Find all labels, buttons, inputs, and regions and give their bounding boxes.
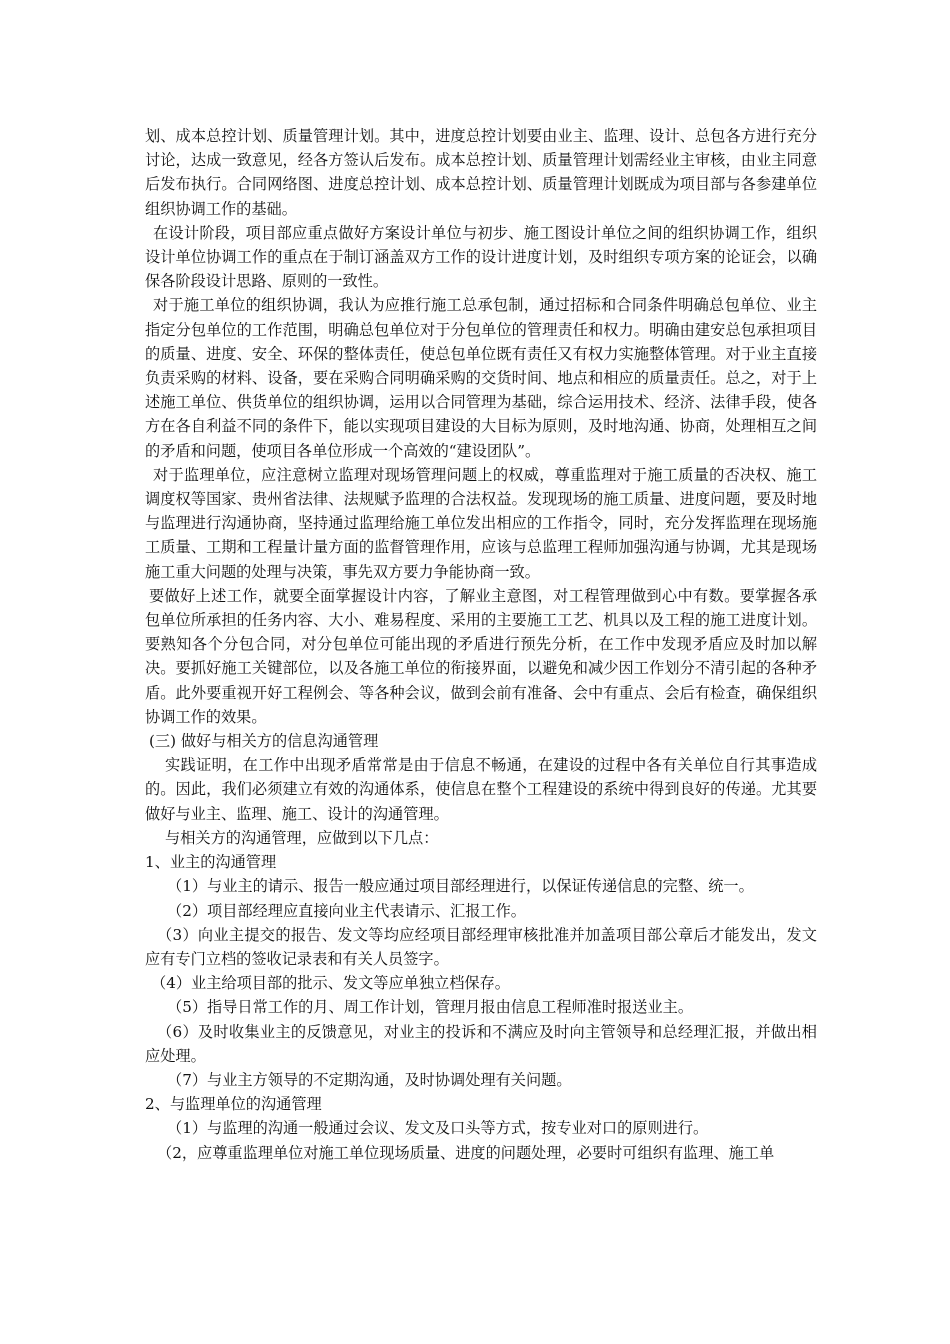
- paragraph-points-intro: 与相关方的沟通管理，应做到以下几点：: [165, 828, 439, 847]
- subheading-owner-communication: 1、业主的沟通管理: [145, 853, 277, 872]
- paragraph-planning: 划、成本总控计划、质量管理计划。其中，进度总控计划要由业主、监理、设计、总包各方进行充分讨论，达成一致意见，经各方签认后发布。成本总控计划、质量管理计划需经业主审核，由业主同意后发布执行。合同网络图、进度总控计划、成本总控计划、质量管理计划既成为项目部与各参建单位组织协调工作的基础。: [145, 127, 817, 218]
- paragraph-construction-units: 对于施工单位的组织协调，我认为应推行施工总承包制，通过招标和合同条件明确总包单位、业主指定分包单位的工作范围，明确总包单位对于分包单位的管理责任和权力。明确由建安总包承担项目的质量、进度、安全、环保的整体责任，使总包单位既有责任又有权力实施整体管理。对于业主直接负责采购的材料、设备，要在采购合同明确采购的交货时间、地点和相应的质量责任。总之，对于上述施工单位、供货单位的组织协调，运用以合同管理为基础，综合运用技术、经济、法律手段，使各方在各自利益不同的条件下，能以实现项目建设的大目标为原则，及时地沟通、协商，处理相互之间的矛盾和问题，使项目各单位形成一个高效的“建设团队”。: [145, 296, 817, 460]
- subheading-supervision-communication: 2、与监理单位的沟通管理: [145, 1095, 322, 1114]
- list-item-owner-5: （5）指导日常工作的月、周工作计划，管理月报由信息工程师准时报送业主。: [167, 998, 694, 1017]
- section-heading-info-communication: (三) 做好与相关方的信息沟通管理: [149, 732, 379, 751]
- document-body: [145, 124, 817, 1165]
- paragraph-supervision-units: 对于监理单位，应注意树立监理对现场管理问题上的权威，尊重监理对于施工质量的否决权、施工调度权等国家、贵州省法律、法规赋予监理的合法权益。发现现场的施工质量、进度问题，要及时地与监理进行沟通协商，坚持通过监理给施工单位发出相应的工作指令，同时，充分发挥监理在现场施工质量、工期和工程量计量方面的监督管理作用，应该与总监理工程师加强沟通与协调，尤其是现场施工重大问题的处理与决策，事先双方要力争能协商一致。: [145, 465, 817, 581]
- list-item-owner-2: （2）项目部经理应直接向业主代表请示、汇报工作。: [167, 901, 526, 920]
- list-item-owner-1: （1）与业主的请示、报告一般应通过项目部经理进行，以保证传递信息的完整、统一。: [167, 877, 754, 896]
- paragraph-design-phase: 在设计阶段，项目部应重点做好方案设计单位与初步、施工图设计单位之间的组织协调工作，组织设计单位协调工作的重点在于制订涵盖双方工作的设计进度计划，及时组织专项方案的论证会，以确保各阶段设计思路、原则的一致性。: [145, 223, 817, 291]
- list-item-owner-4: （4）业主给项目部的批示、发文等应单独立档保存。: [151, 974, 510, 993]
- paragraph-prerequisites: 要做好上述工作，就要全面掌握设计内容，了解业主意图，对工程管理做到心中有数。要掌握各承包单位所承担的任务内容、大小、难易程度、采用的主要施工工艺、机具以及工程的施工进度计划。要熟知各个分包合同，对分包单位可能出现的矛盾进行预先分析，在工作中发现矛盾应及时加以解决。要抓好施工关键部位，以及各施工单位的衔接界面，以避免和减少因工作划分不清引起的各种矛盾。此外要重视开好工程例会、等各种会议，做到会前有准备、会中有重点、会后有检查，确保组织协调工作的效果。: [145, 586, 817, 726]
- list-item-owner-6: （6）及时收集业主的反馈意见，对业主的投诉和不满应及时向主管领导和总经理汇报，并做出相应处理。: [145, 1022, 817, 1065]
- list-item-supervision-1: （1）与监理的沟通一般通过会议、发文及口头等方式，按专业对口的原则进行。: [167, 1119, 709, 1138]
- list-item-owner-7: （7）与业主方领导的不定期沟通，及时协调处理有关问题。: [167, 1070, 572, 1089]
- list-item-owner-3: （3）向业主提交的报告、发文等均应经项目部经理审核批准并加盖项目部公章后才能发出，发文应有专门立档的签收记录表和有关人员签字。: [145, 925, 817, 968]
- paragraph-practice-proves: 实践证明，在工作中出现矛盾常常是由于信息不畅通，在建设的过程中各有关单位自行其事造成的。因此，我们必须建立有效的沟通体系，使信息在整个工程建设的系统中得到良好的传递。尤其要做好与业主、监理、施工、设计的沟通管理。: [145, 756, 817, 823]
- list-item-supervision-2: （2，应尊重监理单位对施工单位现场质量、进度的问题处理，必要时可组织有监理、施工单: [157, 1143, 775, 1162]
